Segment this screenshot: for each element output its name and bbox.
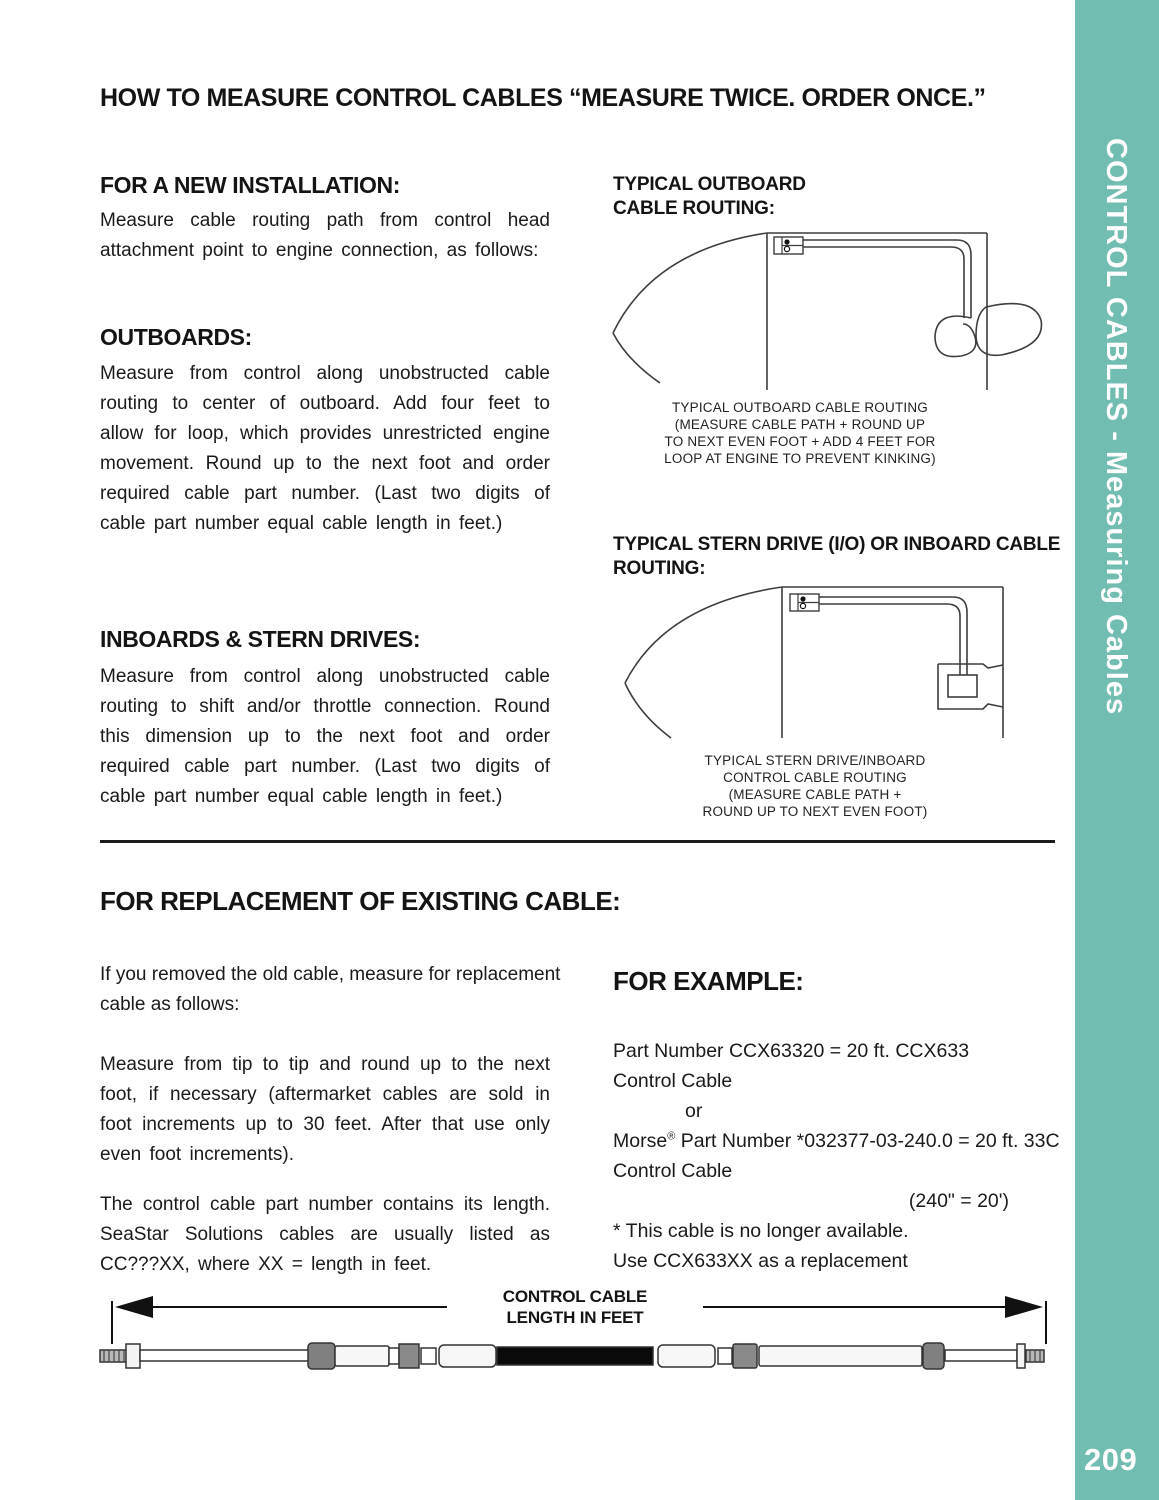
caption-line: (MEASURE CABLE PATH + ROUND UP xyxy=(674,417,926,432)
rod-right xyxy=(945,1350,1017,1361)
caption-line: (MEASURE CABLE PATH + xyxy=(728,787,902,802)
label-line: LENGTH IN FEET xyxy=(506,1308,644,1327)
spacer-right xyxy=(718,1348,732,1364)
registered-mark: ® xyxy=(667,1130,676,1143)
black-jacket-center xyxy=(497,1347,653,1365)
stern-routing-diagram xyxy=(605,582,1055,744)
heading-example: FOR EXAMPLE: xyxy=(613,966,804,996)
example-note: (240" = 20') xyxy=(908,1190,1009,1212)
caption-line: CONTROL CABLE ROUTING xyxy=(723,770,907,785)
heading-outboards: OUTBOARDS: xyxy=(100,324,252,350)
cable-loop xyxy=(935,316,976,356)
paragraph-outboards: Measure from control along unobstructed cable routing to center of outboard. Add four feet to allow for loop, which provides unrestricted engine movement. Round up to the next foot and order required cable part number. (Last two digits of cable part number equal cable length in feet.) xyxy=(100,363,550,534)
ferrule-right xyxy=(923,1343,944,1369)
section-divider xyxy=(100,840,1055,843)
morse-rest: Part Number *032377-03-240.0 = 20 ft. 33C xyxy=(675,1130,1060,1152)
example-line xyxy=(613,1126,1061,1156)
caption-line: TYPICAL OUTBOARD CABLE ROUTING xyxy=(671,400,929,415)
hex-nut-left xyxy=(126,1344,140,1368)
heading-line: CABLE ROUTING: xyxy=(613,198,775,219)
ferrule-left xyxy=(308,1343,335,1369)
example-footnote: Use CCX633XX as a replacement xyxy=(613,1250,908,1272)
connector-left xyxy=(399,1344,419,1368)
dimension-arrow xyxy=(112,1301,1046,1344)
outboard-motor xyxy=(935,304,1042,357)
heading-replacement: FOR REPLACEMENT OF EXISTING CABLE: xyxy=(100,886,621,916)
sidebar-section-label: CONTROL CABLES - Measuring Cables xyxy=(1100,138,1132,716)
example-block xyxy=(613,1036,1061,1276)
stern-caption xyxy=(625,752,1005,820)
morse-name: Morse xyxy=(613,1130,668,1152)
caption-line: TYPICAL STERN DRIVE/INBOARD xyxy=(704,753,926,768)
example-line: Control Cable xyxy=(613,1070,733,1092)
heading-line: TYPICAL STERN DRIVE (I/O) OR INBOARD CABLE xyxy=(613,534,1061,555)
example-line: Control Cable xyxy=(613,1160,733,1182)
coupler-left xyxy=(389,1348,399,1364)
boat-outline xyxy=(613,233,987,390)
sidebar-tab xyxy=(1075,0,1159,1500)
tube-left xyxy=(335,1346,389,1366)
paragraph-new-installation: Measure cable routing path from control head attachment point to engine connection, as follows: xyxy=(100,210,550,261)
connector-right xyxy=(733,1344,757,1368)
paragraph-replacement-2: The control cable part number contains its length. SeaStar Solutions cables are usually listed as CC???XX, where XX = length in feet. xyxy=(100,1194,550,1275)
end-fitting-left xyxy=(439,1345,496,1367)
end-fitting-right xyxy=(658,1345,715,1367)
paragraph-replacement-1: Measure from tip to tip and round up to the next foot, if necessary (aftermarket cables are sold in foot increments up to 30 feet. After that use only even foot increments). xyxy=(100,1054,550,1165)
heading-inboards: INBOARDS & STERN DRIVES: xyxy=(100,626,421,652)
rod-left xyxy=(140,1350,310,1361)
hex-nut-right xyxy=(1017,1344,1025,1368)
heading-line: ROUTING: xyxy=(613,558,706,579)
example-line: Part Number CCX63320 = 20 ft. CCX633 xyxy=(613,1040,970,1062)
outboard-caption xyxy=(610,399,990,467)
control-head-icon xyxy=(790,594,819,611)
caption-line: ROUND UP TO NEXT EVEN FOOT) xyxy=(702,804,928,819)
caption-line: TO NEXT EVEN FOOT + ADD 4 FEET FOR xyxy=(664,434,936,449)
control-cable-drawing xyxy=(100,1343,1044,1369)
engine-box xyxy=(938,664,1003,709)
heading-outboard-routing xyxy=(613,173,806,221)
caption-line: LOOP AT ENGINE TO PREVENT KINKING) xyxy=(664,451,936,466)
label-line: CONTROL CABLE xyxy=(502,1287,648,1306)
paragraph-inboards: Measure from control along unobstructed cable routing to shift and/or throttle connection. Round this dimension up to the next foot and order required cable part number. (Last two digits of cable part number equal cable length in feet.) xyxy=(100,666,550,807)
example-footnote: * This cable is no longer available. xyxy=(613,1220,909,1242)
heading-line: TYPICAL OUTBOARD xyxy=(613,174,806,195)
tube-right xyxy=(759,1346,922,1366)
control-head-icon xyxy=(774,237,803,254)
cable-path xyxy=(803,240,971,318)
page-number: 209 xyxy=(1084,1442,1138,1477)
arrowhead-right xyxy=(1005,1296,1043,1318)
paragraph-replacement-intro: If you removed the old cable, measure for replacement cable as follows: xyxy=(100,964,561,1015)
page-title: HOW TO MEASURE CONTROL CABLES “MEASURE TWICE. ORDER ONCE.” xyxy=(100,84,986,112)
spacer-left xyxy=(421,1348,436,1364)
arrowhead-left xyxy=(115,1296,153,1318)
example-or: or xyxy=(685,1100,703,1122)
heading-stern-routing xyxy=(613,533,1083,581)
outboard-routing-diagram xyxy=(605,228,1055,396)
cable-length-diagram xyxy=(95,1288,1060,1383)
heading-new-installation: FOR A NEW INSTALLATION: xyxy=(100,172,400,198)
